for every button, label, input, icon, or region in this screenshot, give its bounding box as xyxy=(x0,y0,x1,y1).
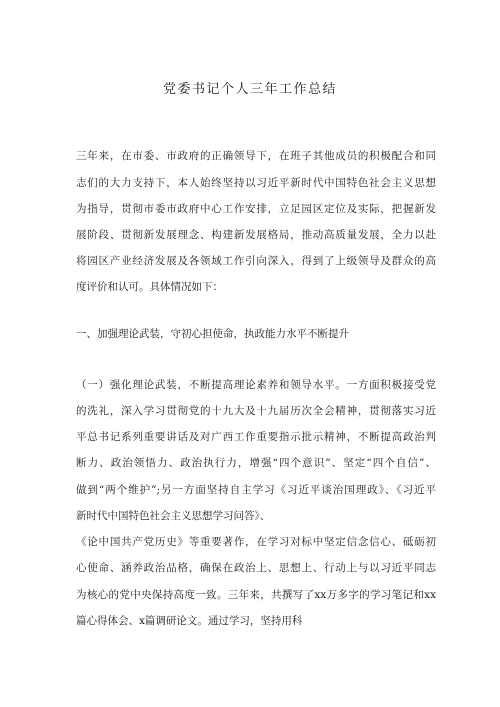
body-line-8: 心使命、涵养政治品格，确保在政治上、思想上、行动上与以习近平同志 xyxy=(76,562,436,574)
intro-line-5: 将园区产业经济发展及各领域工作引向深入，得到了上级领导及群众的高 xyxy=(76,255,436,267)
body-line-1: （一）强化理论武装，不断提高理论素养和领导水平。一方面积极接受党 xyxy=(76,379,436,391)
body-line-5: 做到“两个维护”;另一方面坚持自主学习《习近平谈治国理政》、《习近平 xyxy=(76,484,436,496)
section-heading-1: 一、加强理论武装，守初心担使命，执政能力水平不断提升 xyxy=(76,328,349,340)
intro-line-3: 为指导，贯彻市委市政府中心工作安排，立足园区定位及实际，把握新发 xyxy=(76,203,436,215)
intro-line-4: 展阶段、贯彻新发展理念、构建新发展格局，推动高质量发展，全力以赴 xyxy=(76,229,436,241)
document-title: 党委书记个人三年工作总结 xyxy=(162,82,337,97)
body-line-7: 《论中国共产党历史》等重要著作，在学习对标中坚定信念信心、砥砺初 xyxy=(76,536,436,548)
body-line-9: 为核心的党中央保持高度一致。三年来，共撰写了xx万多字的学习笔记和xx xyxy=(76,589,436,601)
intro-line-1: 三年来，在市委、市政府的正确领导下，在班子其他成员的积极配合和同 xyxy=(76,150,436,162)
intro-line-6: 度评价和认可。具体情况如下： xyxy=(76,281,223,293)
body-line-6: 新时代中国特色社会主义思想学习问答》、 xyxy=(76,510,271,522)
intro-line-2: 志们的大力支持下，本人始终坚持以习近平新时代中国特色社会主义思想 xyxy=(76,177,436,189)
body-line-10: 篇心得体会、x篇调研论文。通过学习，坚持用科 xyxy=(76,615,303,627)
body-line-2: 的洗礼，深入学习贯彻党的十九大及十九届历次全会精神，贯彻落实习近 xyxy=(76,405,436,417)
body-line-3: 平总书记系列重要讲话及对广西工作重要指示批示精神，不断提高政治判 xyxy=(76,431,436,443)
body-line-4: 断力、政治领悟力、政治执行力，增强“四个意识”、坚定“四个自信”、 xyxy=(76,457,436,469)
